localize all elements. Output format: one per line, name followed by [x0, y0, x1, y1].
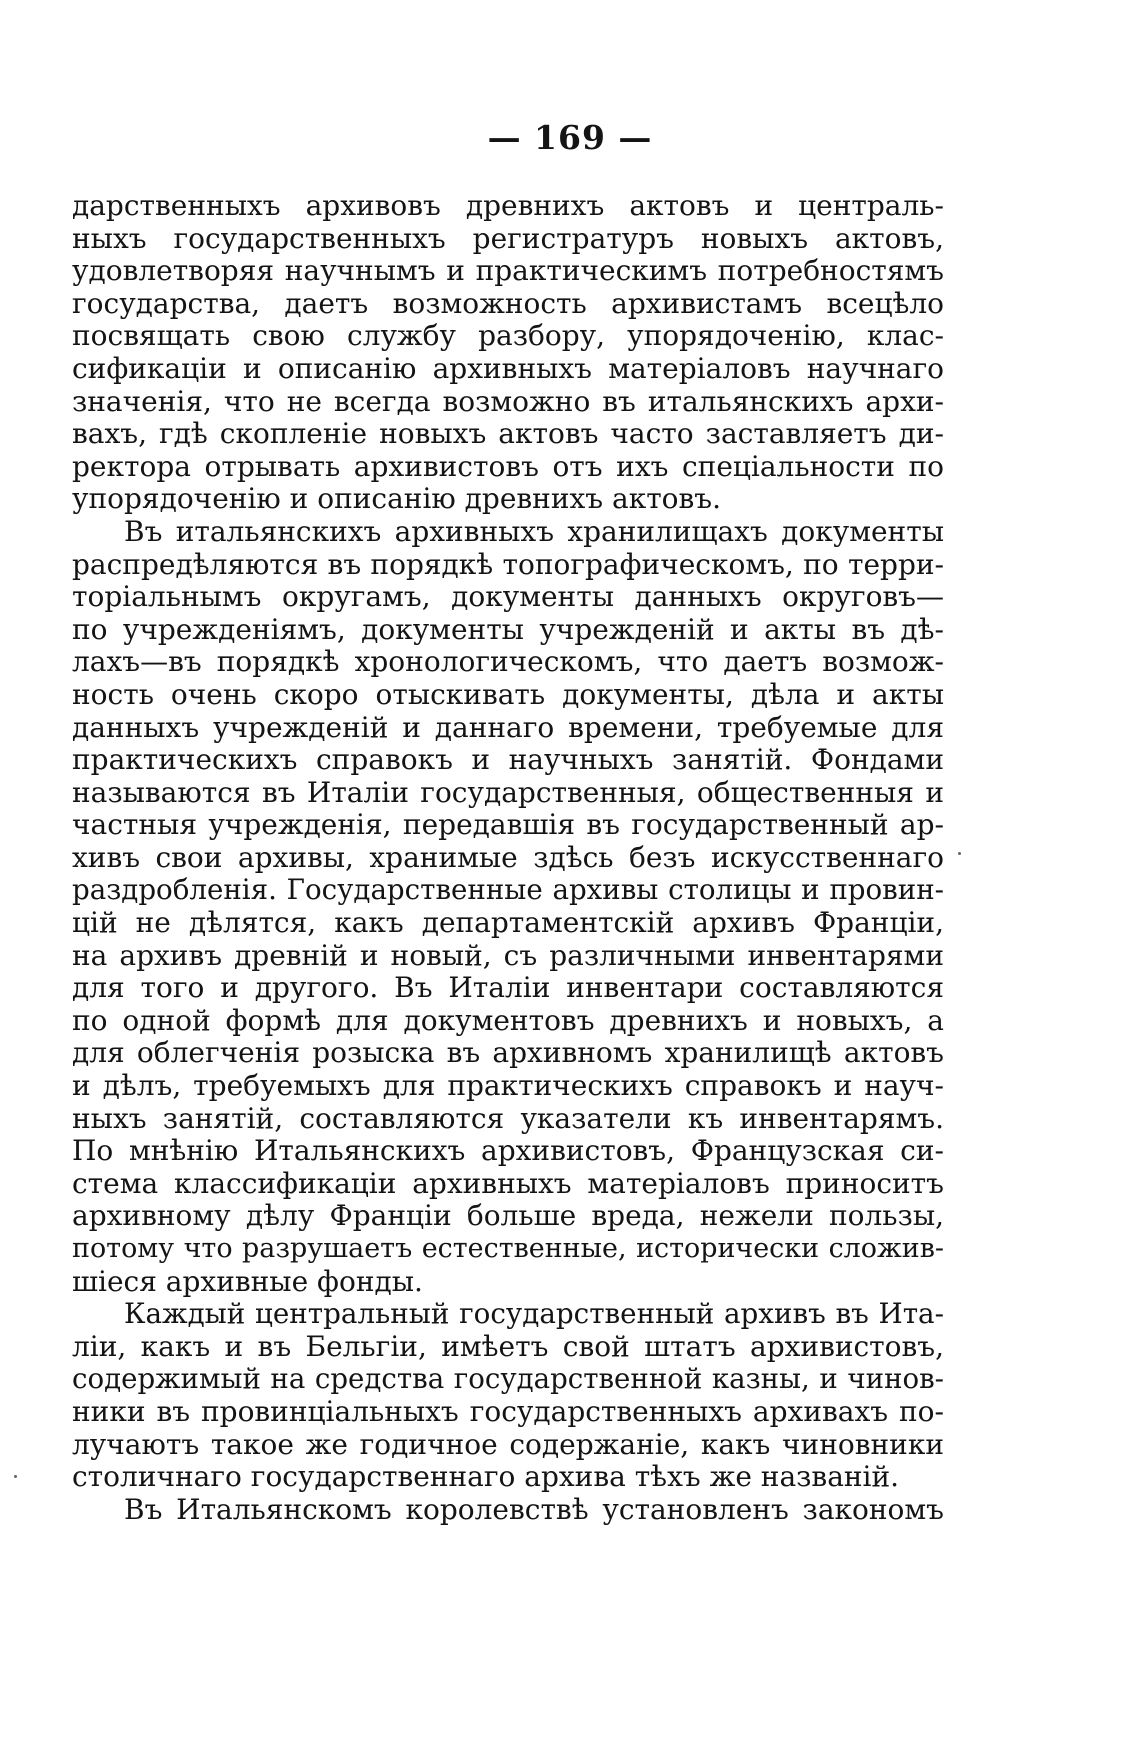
text-line: ныхъ государственныхъ регистратуръ новыхъ актовъ,	[72, 222, 944, 255]
paragraph-first-line: Въ Итальянскомъ королевствѣ установленъ закономъ	[124, 1493, 944, 1526]
text-line: ректора отрывать архивистовъ отъ ихъ спеціальности по	[72, 450, 944, 483]
text-line: значенія, что не всегда возможно въ итальянскихъ архи-	[72, 385, 944, 418]
text-line: для облегченія розыска въ архивномъ хранилищѣ актовъ	[72, 1037, 944, 1070]
text-line: частныя учрежденія, передавшія въ государственный ар-	[72, 809, 944, 842]
text-line: архивному дѣлу Франціи больше вреда, нежели пользы,	[72, 1200, 944, 1233]
page-number: — 169 —	[487, 118, 653, 157]
text-line: торіальнымъ округамъ, документы данныхъ округовъ—	[72, 581, 944, 614]
text-line: называются въ Италіи государственныя, общественныя и	[72, 776, 944, 809]
text-line: хивъ свои архивы, хранимые здѣсь безъ искусственнаго	[72, 841, 944, 874]
text-line: содержимый на средства государственной казны, и чинов-	[72, 1363, 944, 1396]
text-line: по учрежденіямъ, документы учрежденій и акты въ дѣ-	[72, 613, 944, 646]
paragraph-first-line: Каждый центральный государственный архивъ въ Ита-	[124, 1298, 944, 1331]
text-line: государства, даетъ возможность архивистамъ всецѣло	[72, 287, 944, 320]
text-line: по одной формѣ для документовъ древнихъ и новыхъ, а	[72, 1004, 944, 1037]
text-line: столичнаго государственнаго архива тѣхъ же названій.	[72, 1461, 900, 1494]
text-line: цій не дѣлятся, какъ департаментскій архивъ Франціи,	[72, 907, 944, 940]
text-line: По мнѣнію Итальянскихъ архивистовъ, Французская си-	[72, 1135, 944, 1168]
text-line: лахъ—въ порядкѣ хронологическомъ, что даетъ возмож-	[72, 646, 944, 679]
text-line: распредѣляются въ порядкѣ топографическомъ, по терри-	[72, 548, 944, 581]
text-line: ліи, какъ и въ Бельгіи, имѣетъ свой штатъ архивистовъ,	[72, 1330, 944, 1363]
text-line: посвящать свою службу разбору, упорядоченію, клас-	[72, 320, 944, 353]
text-line: для того и другого. Въ Италіи инвентари составляются	[72, 972, 944, 1005]
text-line: вахъ, гдѣ скопленіе новыхъ актовъ часто заставляетъ ди-	[72, 418, 944, 451]
text-line: шіеся архивные фонды.	[72, 1265, 423, 1298]
paragraph-first-line: Въ итальянскихъ архивныхъ хранилищахъ документы	[124, 515, 944, 548]
text-line: потому что разрушаетъ естественные, исторически сложив-	[72, 1233, 944, 1264]
text-line: стема классификаціи архивныхъ матеріаловъ приноситъ	[72, 1167, 944, 1200]
text-line: сификаціи и описанію архивныхъ матеріаловъ научнаго	[72, 352, 944, 385]
margin-speck	[958, 852, 961, 855]
text-line: на архивъ древній и новый, съ различными инвентарями	[72, 939, 944, 972]
body-text	[72, 190, 944, 1526]
text-line: ность очень скоро отыскивать документы, дѣла и акты	[72, 678, 944, 711]
text-line: ники въ провинціальныхъ государственныхъ архивахъ по-	[72, 1395, 944, 1428]
text-line: ныхъ занятій, составляются указатели къ инвентарямъ.	[72, 1102, 944, 1135]
text-line: лучаютъ такое же годичное содержаніе, какъ чиновники	[72, 1428, 944, 1461]
text-line: практическихъ справокъ и научныхъ занятій. Фондами	[72, 744, 944, 777]
text-line: дарственныхъ архивовъ древнихъ актовъ и централь-	[72, 190, 944, 222]
text-line: данныхъ учрежденій и даннаго времени, требуемые для	[72, 711, 944, 744]
text-line: удовлетворяя научнымъ и практическимъ потребностямъ	[72, 255, 944, 288]
text-line: упорядоченію и описанію древнихъ актовъ.	[72, 483, 722, 516]
text-line: раздробленія. Государственные архивы столицы и провин-	[72, 874, 944, 907]
margin-speck	[14, 1475, 17, 1478]
text-line: и дѣлъ, требуемыхъ для практическихъ справокъ и науч-	[72, 1070, 944, 1103]
